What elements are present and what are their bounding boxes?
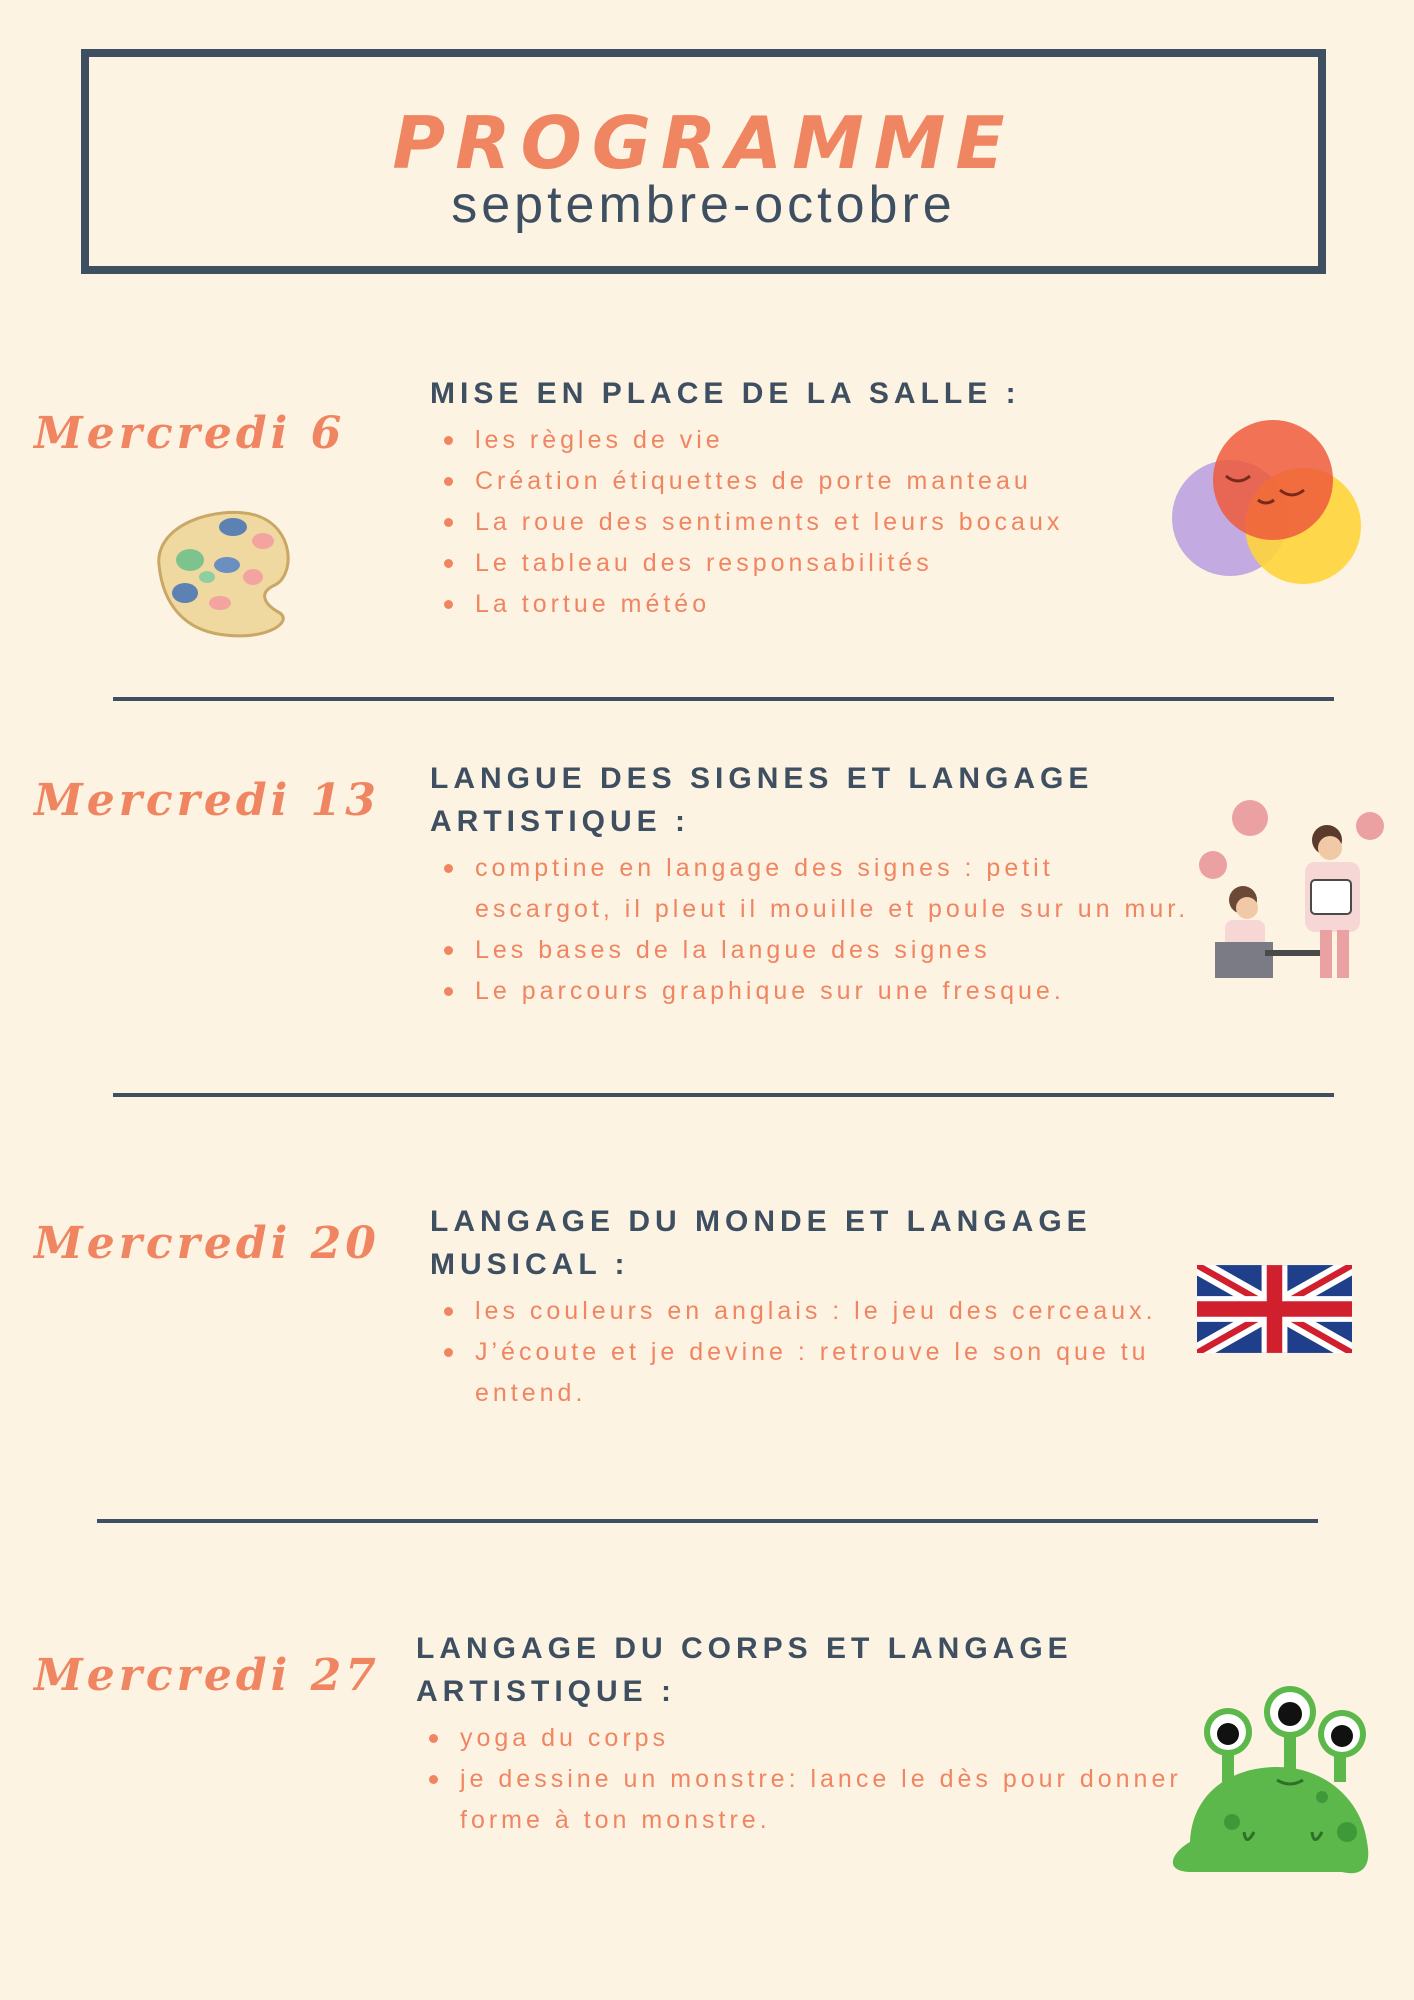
list-item: les couleurs en anglais : le jeu des cerceaux. bbox=[475, 1291, 1215, 1332]
sign-language-teacher-icon bbox=[1195, 800, 1385, 978]
list-item: Création étiquettes de porte manteau bbox=[475, 461, 1195, 502]
palette-icon bbox=[145, 505, 300, 640]
divider bbox=[113, 697, 1334, 701]
day-label-27: Mercredi 27 bbox=[34, 1650, 380, 1701]
section-list-6 bbox=[443, 420, 1195, 625]
day-label-6: Mercredi 6 bbox=[34, 408, 346, 459]
day-label-20: Mercredi 20 bbox=[34, 1218, 380, 1269]
section-heading-6: MISE EN PLACE DE LA SALLE : bbox=[430, 377, 1021, 410]
section-list-13 bbox=[443, 848, 1195, 1012]
uk-flag-icon bbox=[1197, 1265, 1352, 1353]
title-box bbox=[81, 49, 1326, 274]
list-item: Les bases de la langue des signes bbox=[475, 930, 1195, 971]
list-item: Le tableau des responsabilités bbox=[475, 543, 1195, 584]
section-heading-27: LANGAGE DU CORPS ET LANGAGE ARTISTIQUE : bbox=[416, 1632, 1073, 1708]
divider bbox=[97, 1519, 1318, 1523]
section-list-20 bbox=[443, 1291, 1215, 1414]
list-item: La tortue météo bbox=[475, 584, 1195, 625]
section-heading-20: LANGAGE DU MONDE ET LANGAGE MUSICAL : bbox=[430, 1205, 1092, 1281]
list-item: Le parcours graphique sur une fresque. bbox=[475, 971, 1195, 1012]
divider bbox=[113, 1093, 1334, 1097]
day-label-13: Mercredi 13 bbox=[34, 775, 380, 826]
page-title: PROGRAMME bbox=[392, 101, 1015, 185]
list-item: yoga du corps bbox=[460, 1718, 1200, 1759]
section-list-27 bbox=[428, 1718, 1200, 1841]
list-item: J’écoute et je devine : retrouve le son que tu entend. bbox=[475, 1332, 1215, 1414]
list-item: comptine en langage des signes : petit escargot, il pleut il mouille et poule sur un mur. bbox=[475, 848, 1195, 930]
list-item: je dessine un monstre: lance le dès pour donner forme à ton monstre. bbox=[460, 1759, 1200, 1841]
feelings-blobs-icon bbox=[1168, 418, 1368, 598]
green-monster-icon bbox=[1162, 1682, 1382, 1882]
page-subtitle: septembre-octobre bbox=[451, 176, 956, 234]
list-item: La roue des sentiments et leurs bocaux bbox=[475, 502, 1195, 543]
list-item: les règles de vie bbox=[475, 420, 1195, 461]
section-heading-13: LANGUE DES SIGNES ET LANGAGE ARTISTIQUE : bbox=[430, 762, 1094, 838]
